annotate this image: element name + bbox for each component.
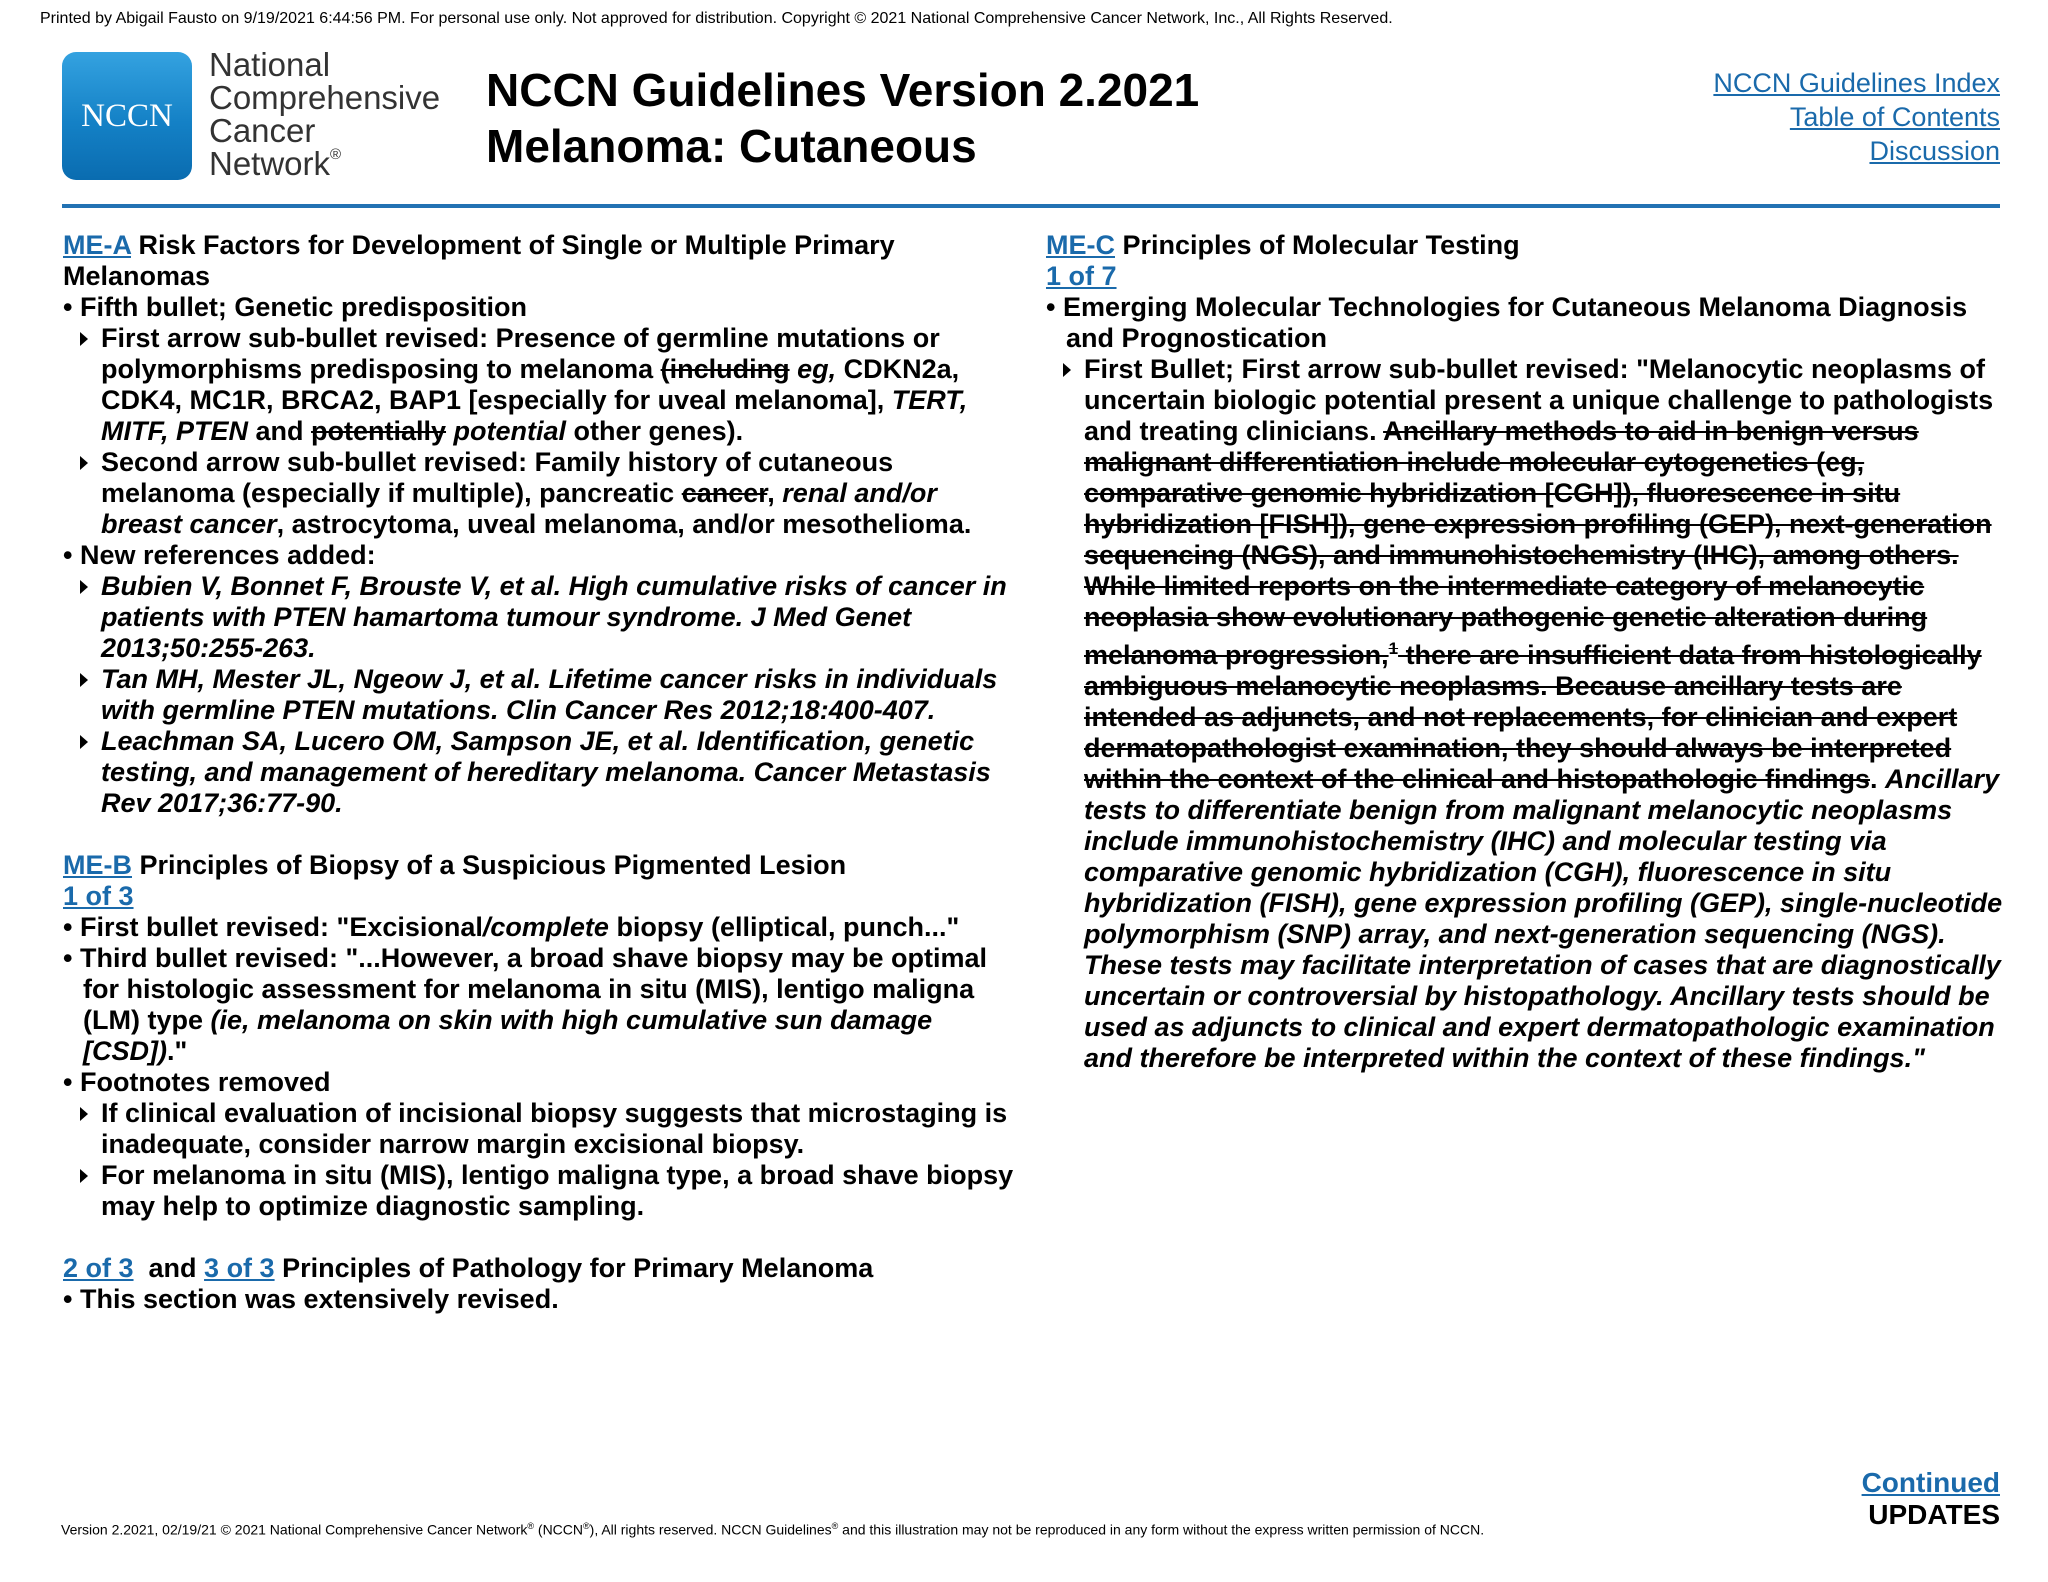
me-a-heading-text: Risk Factors for Development of Single or Multiple Primary Melanomas — [63, 230, 895, 291]
arrow-right-icon — [80, 1169, 88, 1183]
updates-label: UPDATES — [1868, 1499, 2000, 1530]
me-b-heading-text: Principles of Biopsy of a Suspicious Pigmented Lesion — [132, 850, 847, 880]
discussion-link[interactable]: Discussion — [1869, 136, 2000, 166]
sub-bullet-incisional-biopsy: If clinical evaluation of incisional biopsy suggests that microstaging is inadequate, consider narrow margin excisional biopsy. — [63, 1098, 1023, 1160]
arrow-right-icon — [1063, 363, 1071, 377]
me-c-page-line — [1046, 261, 2006, 292]
title-line-1: NCCN Guidelines Version 2.2021 — [486, 64, 1200, 116]
me-b-link[interactable]: ME-B — [63, 850, 132, 880]
arrow-right-icon — [80, 735, 88, 749]
title-line-2: Melanoma: Cutaneous — [486, 120, 977, 172]
bullet-footnotes-removed: • Footnotes removed — [63, 1067, 331, 1097]
section-spacer — [63, 819, 1023, 850]
me-c-link[interactable]: ME-C — [1046, 230, 1115, 260]
me-b-page-link[interactable]: 1 of 3 — [63, 881, 134, 911]
reference-bubien: Bubien V, Bonnet F, Brouste V, et al. High cumulative risks of cancer in patients with PTEN hamartoma tumour syndrome. J Med Genet 2013;50:255-263. — [63, 571, 1023, 664]
bullet-excisional: • First bullet revised: "Excisional/complete biopsy (elliptical, punch..." — [63, 912, 960, 942]
org-line-4-text: Network — [209, 145, 331, 182]
table-of-contents-link[interactable]: Table of Contents — [1789, 102, 2000, 132]
struck-text: there are insufficient data from histologically ambiguous melanocytic neoplasms. Because ancillary tests are intended as adjuncts, and not replacements, for clinician and expert dermatopathologist examination, they should always be interpreted within the context of the clinical and histopathologic findings — [1084, 640, 1982, 794]
sub-bullet-family-history: Second arrow sub-bullet revised: Family history of cutaneous melanoma (especially if multiple), pancreatic cancer, renal and/or breast cancer, astrocytoma, uveal melanoma, and/or mesothelioma. — [63, 447, 1023, 540]
arrow-right-icon — [80, 673, 88, 687]
right-column — [1046, 230, 2006, 1074]
org-line-4 — [209, 147, 440, 180]
left-column — [63, 230, 1023, 1315]
section-spacer — [63, 1222, 1023, 1253]
me-a-heading — [63, 230, 1023, 292]
logo-text: NCCN — [81, 97, 173, 134]
me-b-page-line — [63, 881, 1023, 912]
reference-leachman: Leachman SA, Lucero OM, Sampson JE, et al. Identification, genetic testing, and management of hereditary melanoma. Cancer Metastasis Rev 2017;36:77-90. — [63, 726, 1023, 819]
revised-text: Ancillary tests to differentiate benign from malignant melanocytic neoplasms include immunohistochemistry (IHC) and molecular testing via comparative genomic hybridization (CGH), fluorescence in situ hybridization (FISH), gene expression profiling (GEP), single-nucleotide polymorphism (SNP) array, and next-generation sequencing (NGS). These tests may facilitate interpretation of cases that are diagnostically uncertain or controversial by histopathology. Ancillary tests should be used as adjuncts to clinical and expert dermatopathologic examination and therefore be interpreted within the context of these findings." — [1084, 764, 2003, 1073]
me-b-heading — [63, 850, 1023, 881]
bullet-new-references: • New references added: — [63, 540, 376, 570]
arrow-right-icon — [80, 1107, 88, 1121]
nccn-logo — [62, 52, 192, 180]
sub-bullet-melanocytic-neoplasms: First Bullet; First arrow sub-bullet revised: "Melanocytic neoplasms of uncertain biologic potential present a unique challenge to pathologists and treating clinicians. Ancillary methods to aid in benign versus malignant differentiation include molecular cytogenetics (eg, comparative genomic hybridization [CGH]), fluorescence in situ hybridization [FISH]), gene expression profiling (GEP), next-generation sequencing (NGS), and immunohistochemistry (IHC), among others. While limited reports on the intermediate category of melanocytic neoplasia show evolutionary pathogenic genetic alteration during melanoma progression,$^1$ there are insufficient data from histologically ambiguous melanocytic neoplasms. Because ancillary tests are intended as adjuncts, and not replacements, for clinician and expert dermatopathologist examination, they should always be interpreted within the context of the clinical and histopathologic findings. Ancillary tests to differentiate benign from malignant melanocytic neoplasms include immunohistochemistry (IHC) and molecular testing via comparative genomic hybridization (CGH), fluorescence in situ hybridization (FISH), gene expression profiling (GEP), single-nucleotide polymorphism (SNP) array, and next-generation sequencing (NGS). These tests may facilitate interpretation of cases that are diagnostically uncertain or controversial by histopathology. Ancillary tests should be used as adjuncts to clinical and expert dermatopathologic examination and therefore be interpreted within the context of these findings." — [1046, 354, 2006, 1074]
bullet-extensively-revised: • This section was extensively revised. — [63, 1284, 559, 1314]
org-line-1: National — [209, 46, 331, 83]
arrow-right-icon — [80, 580, 88, 594]
me-c-heading — [1046, 230, 2006, 261]
sub-bullet-melanoma-in-situ: For melanoma in situ (MIS), lentigo maligna type, a broad shave biopsy may help to optimize diagnostic sampling. — [63, 1160, 1023, 1222]
bullet-genetic-predisposition: • Fifth bullet; Genetic predisposition — [63, 292, 527, 322]
arrow-right-icon — [80, 456, 88, 470]
me-c-heading-text: Principles of Molecular Testing — [1115, 230, 1520, 260]
org-line-3: Cancer — [209, 112, 316, 149]
guidelines-index-link[interactable]: NCCN Guidelines Index — [1713, 68, 2000, 98]
page-3-of-3-link[interactable]: 3 of 3 — [204, 1253, 275, 1283]
reference-tan: Tan MH, Mester JL, Ngeow J, et al. Lifetime cancer risks in individuals with germline PTEN mutations. Clin Cancer Res 2012;18:400-407. — [63, 664, 1023, 726]
header-divider — [62, 204, 2000, 208]
me-c-page-link[interactable]: 1 of 7 — [1046, 261, 1117, 291]
continued-block — [1862, 1467, 2000, 1531]
me-a-link[interactable]: ME-A — [63, 230, 131, 260]
sub-bullet-germline-mutations: First arrow sub-bullet revised: Presence of germline mutations or polymorphisms predisposing to melanoma (including eg, CDKN2a, CDK4, MC1R, BRCA2, BAP1 [especially for uveal melanoma], TERT, MITF, PTEN and potentially potential other genes). — [63, 323, 1023, 447]
page-title — [486, 62, 1199, 174]
bullet-broad-shave: • Third bullet revised: "...However, a broad shave biopsy may be optimal for histologic assessment for melanoma in situ (MIS), lentigo maligna (LM) type (ie, melanoma on skin with high cumulative sun damage [CSD])." — [63, 943, 988, 1066]
struck-text: Ancillary methods to aid in benign versus malignant differentiation include molecular cytogenetics (eg, comparative genomic hybridization [CGH]), fluorescence in situ hybridization [FISH]), gene expression profiling (GEP), next-generation sequencing (NGS), and immunohistochemistry (IHC), among others. While limited reports on the intermediate category of melanocytic neoplasia show evolutionary pathogenic genetic alteration during melanoma progression, — [1084, 416, 1992, 670]
pathology-heading-text: Principles of Pathology for Primary Melanoma — [274, 1253, 874, 1283]
pathology-heading: 2 of 3 and 3 of 3 Principles of Pathology for Primary Melanoma — [63, 1253, 874, 1283]
print-notice: Printed by Abigail Fausto on 9/19/2021 6:44:56 PM. For personal use only. Not approved for distribution. Copyright © 2021 National Comprehensive Cancer Network, Inc., All Rights Reserved. — [40, 10, 1393, 27]
continued-link[interactable]: Continued — [1861, 1467, 2000, 1498]
page-2-of-3-link[interactable]: 2 of 3 — [63, 1253, 134, 1283]
registered-mark: ® — [330, 146, 342, 163]
arrow-right-icon — [80, 332, 88, 346]
header-nav — [1713, 66, 2000, 168]
footer-copyright: Version 2.2021, 02/19/21 © 2021 National Comprehensive Cancer Network® (NCCN®), All rights reserved. NCCN Guidelines® and this illustration may not be reproduced in any form without the express written permission of NCCN. — [61, 1521, 1485, 1538]
footnote-marker: 1 — [1388, 639, 1399, 658]
org-line-2: Comprehensive — [209, 79, 441, 116]
organization-name — [209, 48, 440, 180]
bullet-emerging-technologies: • Emerging Molecular Technologies for Cutaneous Melanoma Diagnosis and Prognostication — [1046, 292, 1968, 353]
